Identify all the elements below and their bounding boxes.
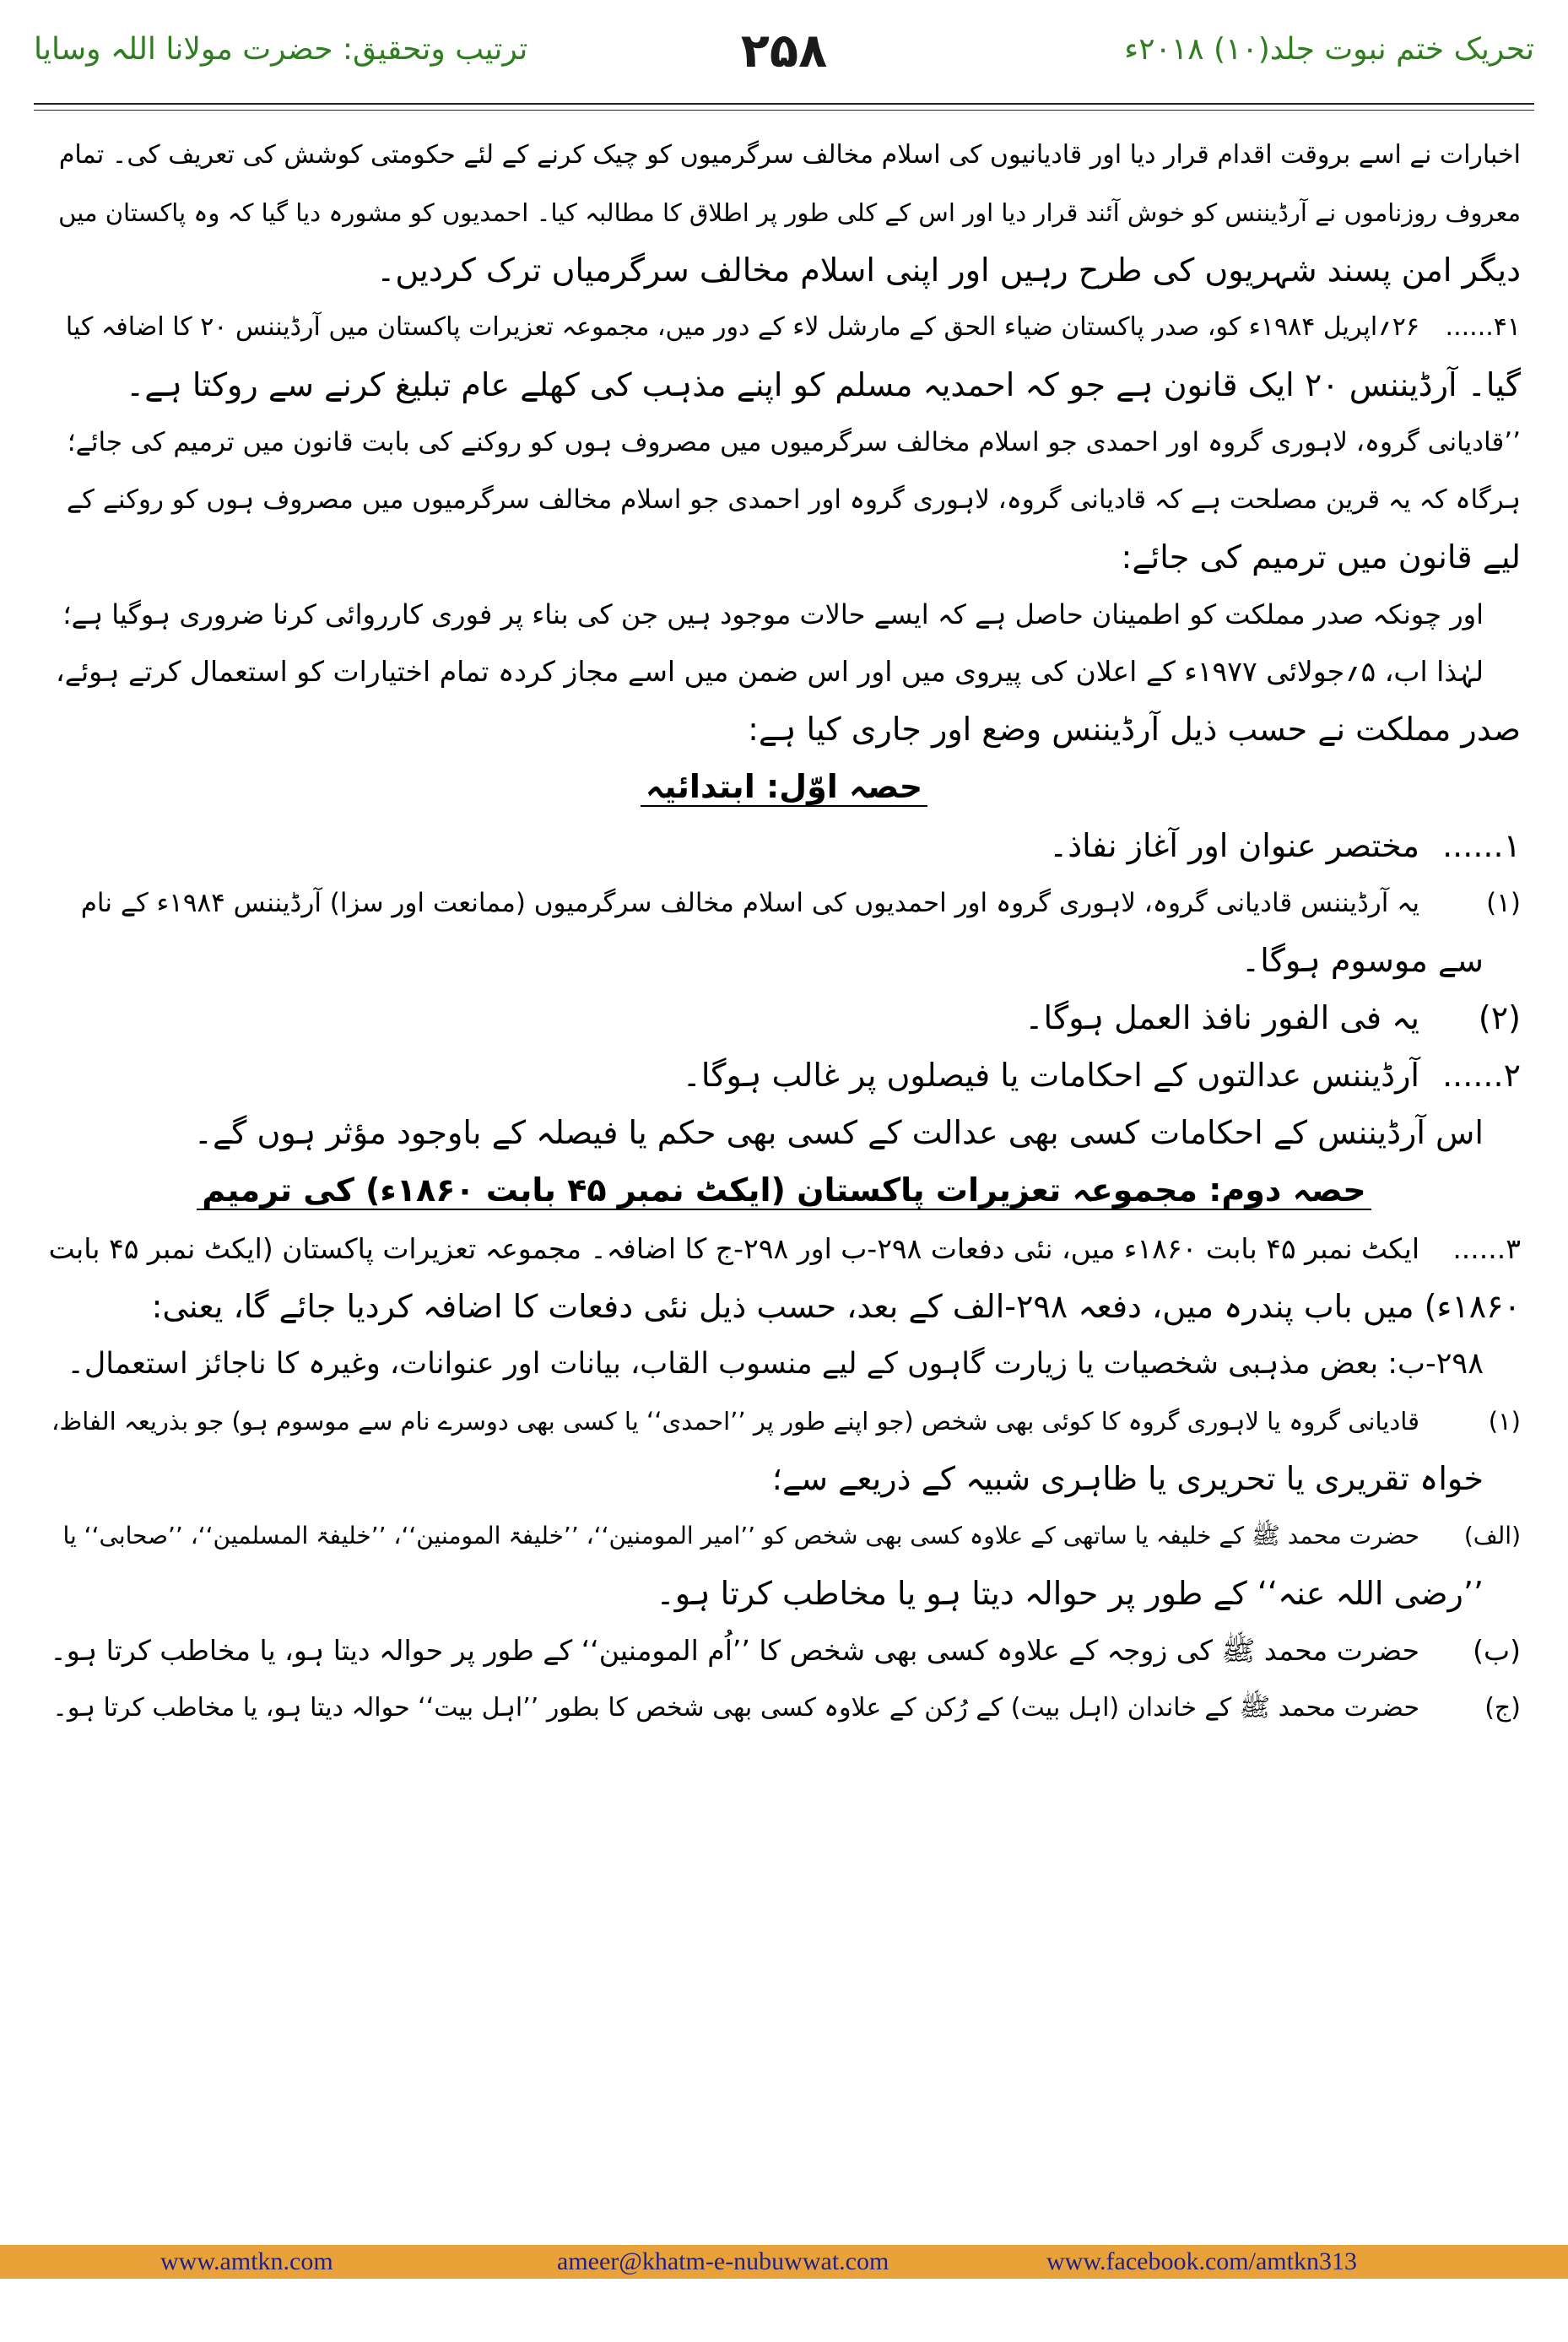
text-line [47, 586, 1521, 643]
line-text: گیا۔ آرڈیننس ۲۰ ایک قانون ہے جو کہ احمدیہ مسلم کو اپنے مذہب کی کھلے عام تبلیغ کرنے سے روکتا ہے۔ [126, 366, 1521, 403]
page-header [34, 24, 1534, 91]
line-text: لہٰذا اب، ۵؍جولائی ۱۹۷۷ء کے اعلان کی پیروی میں اور اس ضمن میں اسے مجاز کردہ تمام اختیارات کو استعمال کرتے ہوئے، [56, 655, 1484, 688]
line-text: ۲۶؍اپریل ۱۹۸۴ء کو، صدر پاکستان ضیاء الحق کے مارشل لاء کے دور میں، مجموعہ تعزیرات پاکستان میں آرڈیننس ۲۰ کا اضافہ کیا [65, 312, 1419, 342]
line-text: حضرت محمد ﷺ کی زوجہ کے علاوہ کسی بھی شخص کا ’’اُم المومنین‘‘ کے طور پر حوالہ دیتا ہو، یا مخاطب کرتا ہو۔ [50, 1634, 1419, 1667]
page-footer [0, 2245, 1568, 2279]
section-heading [47, 758, 1521, 817]
line-text: سے موسوم ہوگا۔ [1241, 942, 1484, 979]
footer-website-link[interactable]: www.amtkn.com [160, 2247, 333, 2275]
footer-facebook-link[interactable]: www.facebook.com/amtkn313 [1046, 2247, 1357, 2275]
line-text: معروف روزناموں نے آرڈیننس کو خوش آئند قرار دیا اور اس کے کلی طور پر اطلاق کا مطالبہ کیا۔ احمدیوں کو مشورہ دیا گیا کہ وہ پاکستان میں [58, 198, 1521, 227]
text-line [47, 1278, 1521, 1335]
text-line [47, 1393, 1521, 1450]
clause-number: (۱) [1488, 1407, 1521, 1436]
clause-number: (ب) [1473, 1634, 1521, 1667]
page-number: ۲۵۸ [740, 24, 828, 78]
text-line [47, 874, 1521, 932]
book-title: تحریک ختم نبوت جلد(۱۰) ۲۰۱۸ء [1124, 32, 1534, 67]
text-line [47, 817, 1521, 874]
line-text: اور چونکہ صدر مملکت کو اطمینان حاصل ہے کہ ایسے حالات موجود ہیں جن کی بناء پر فوری کارروائی کرنا ضروری ہوگیا ہے؛ [62, 598, 1484, 630]
line-text: اخبارات نے اسے بروقت اقدام قرار دیا اور قادیانیوں کی اسلام مخالف سرگرمیوں کو چیک کرنے کے لئے حکومتی کوشش کی تعریف کی۔ تمام [58, 140, 1521, 170]
text-line [47, 471, 1521, 528]
text-line [47, 1622, 1521, 1679]
clause-number: (۱) [1486, 888, 1521, 918]
section-heading [47, 1161, 1521, 1220]
text-line [47, 1335, 1521, 1393]
line-text: حضرت محمد ﷺ کے خلیفہ یا ساتھی کے علاوہ کسی بھی شخص کو ’’امیر المومنین‘‘، ’’خلیفۃ المومنین‘‘، ’’خلیفۃ المسلمین‘‘، ’’صحابی‘‘ یا [62, 1522, 1419, 1550]
text-line [47, 184, 1521, 241]
line-text: ۱۸۶۰ء) میں باب پندرہ میں، دفعہ ۲۹۸-الف کے بعد، حسب ذیل نئی دفعات کا اضافہ کردیا جائے گا، یعنی: [151, 1288, 1521, 1325]
line-text: مختصر عنوان اور آغاز نفاذ۔ [1048, 827, 1419, 864]
footer-email-link[interactable]: ameer@khatm-e-nubuwwat.com [557, 2247, 889, 2275]
text-line [47, 356, 1521, 414]
line-text: دیگر امن پسند شہریوں کی طرح رہیں اور اپنی اسلام مخالف سرگرمیاں ترک کردیں۔ [376, 252, 1521, 289]
line-text: خواہ تقریری یا تحریری یا ظاہری شبیہ کے ذریعے سے؛ [771, 1460, 1484, 1497]
text-line [47, 989, 1521, 1047]
text-line [47, 932, 1521, 989]
clause-number: ۲...... [1442, 1057, 1521, 1094]
line-text: یہ آرڈیننس قادیانی گروہ، لاہوری گروہ اور احمدیوں کی اسلام مخالف سرگرمیوں (ممانعت اور سزا) آرڈیننس ۱۹۸۴ء کے نام [80, 888, 1419, 918]
clause-number: ۱...... [1442, 827, 1521, 864]
line-text: ۲۹۸-ب: بعض مذہبی شخصیات یا زیارت گاہوں کے لیے منسوب القاب، بیانات اور عنوانات، وغیرہ کا ناجائز استعمال۔ [67, 1347, 1484, 1381]
text-line [47, 127, 1521, 184]
line-text: ایکٹ نمبر ۴۵ بابت ۱۸۶۰ء میں، نئی دفعات ۲۹۸-ب اور ۲۹۸-ج کا اضافہ۔ مجموعہ تعزیرات پاکستان (ایکٹ نمبر ۴۵ بابت [48, 1232, 1419, 1265]
clause-number: (الف) [1463, 1522, 1521, 1550]
line-text: حضرت محمد ﷺ کے خاندان (اہل بیت) کے رُکن کے علاوہ کسی بھی شخص کا بطور ’’اہل بیت‘‘ حوالہ دیتا ہو، یا مخاطب کرتا ہو۔ [52, 1693, 1419, 1723]
line-text: اس آرڈیننس کے احکامات کسی بھی عدالت کے کسی بھی حکم یا فیصلہ کے باوجود مؤثر ہوں گے۔ [193, 1114, 1484, 1151]
text-line [47, 1507, 1521, 1565]
text-line [47, 1047, 1521, 1104]
line-text: یہ فی الفور نافذ العمل ہوگا۔ [1025, 999, 1419, 1036]
text-line [47, 1679, 1521, 1737]
page-body [47, 127, 1521, 1737]
clause-number: ۴۱...... [1445, 312, 1521, 342]
clause-number: (ج) [1484, 1693, 1521, 1723]
text-line [47, 241, 1521, 299]
section-heading-text: حصہ اوّل: ابتدائیہ [641, 768, 927, 807]
text-line [47, 299, 1521, 356]
line-text: صدر مملکت نے حسب ذیل آرڈیننس وضع اور جاری کیا ہے: [748, 711, 1521, 748]
text-line [47, 1220, 1521, 1278]
header-divider [34, 103, 1534, 105]
text-line [47, 1565, 1521, 1622]
header-divider-thin [34, 110, 1534, 111]
text-line [47, 1450, 1521, 1507]
line-text: ’’رضی اللہ عنہ‘‘ کے طور پر حوالہ دیتا ہو یا مخاطب کرتا ہو۔ [656, 1575, 1484, 1612]
text-line [47, 700, 1521, 758]
line-text: آرڈیننس عدالتوں کے احکامات یا فیصلوں پر غالب ہوگا۔ [682, 1057, 1419, 1094]
line-text: لیے قانون میں ترمیم کی جائے: [1121, 538, 1521, 576]
clause-number: ۳...... [1452, 1232, 1521, 1265]
line-text: ہرگاہ کہ یہ قرین مصلحت ہے کہ قادیانی گروہ، لاہوری گروہ اور احمدی جو اسلام مخالف سرگرمیوں میں مصروف ہوں کو روکنے کے [66, 484, 1521, 515]
text-line [47, 414, 1521, 471]
line-text: قادیانی گروہ یا لاہوری گروہ کا کوئی بھی شخص (جو اپنے طور پر ’’احمدی‘‘ یا کسی بھی دوسرے نام سے موسوم ہو) جو بذریعہ الفاظ، [51, 1407, 1419, 1436]
clause-number: (۲) [1478, 999, 1521, 1036]
section-heading-text: حصہ دوم: مجموعہ تعزیرات پاکستان (ایکٹ نمبر ۴۵ بابت ۱۸۶۰ء) کی ترمیم [197, 1171, 1371, 1210]
text-line [47, 643, 1521, 700]
compiler-credit: ترتیب وتحقیق: حضرت مولانا اللہ وسایا [34, 32, 528, 67]
text-line [47, 528, 1521, 586]
text-line [47, 1104, 1521, 1161]
line-text: ’’قادیانی گروہ، لاہوری گروہ اور احمدی جو اسلام مخالف سرگرمیوں میں مصروف ہوں کو روکنے کی بابت قانون میں ترمیم کی جائے؛ [67, 427, 1521, 457]
